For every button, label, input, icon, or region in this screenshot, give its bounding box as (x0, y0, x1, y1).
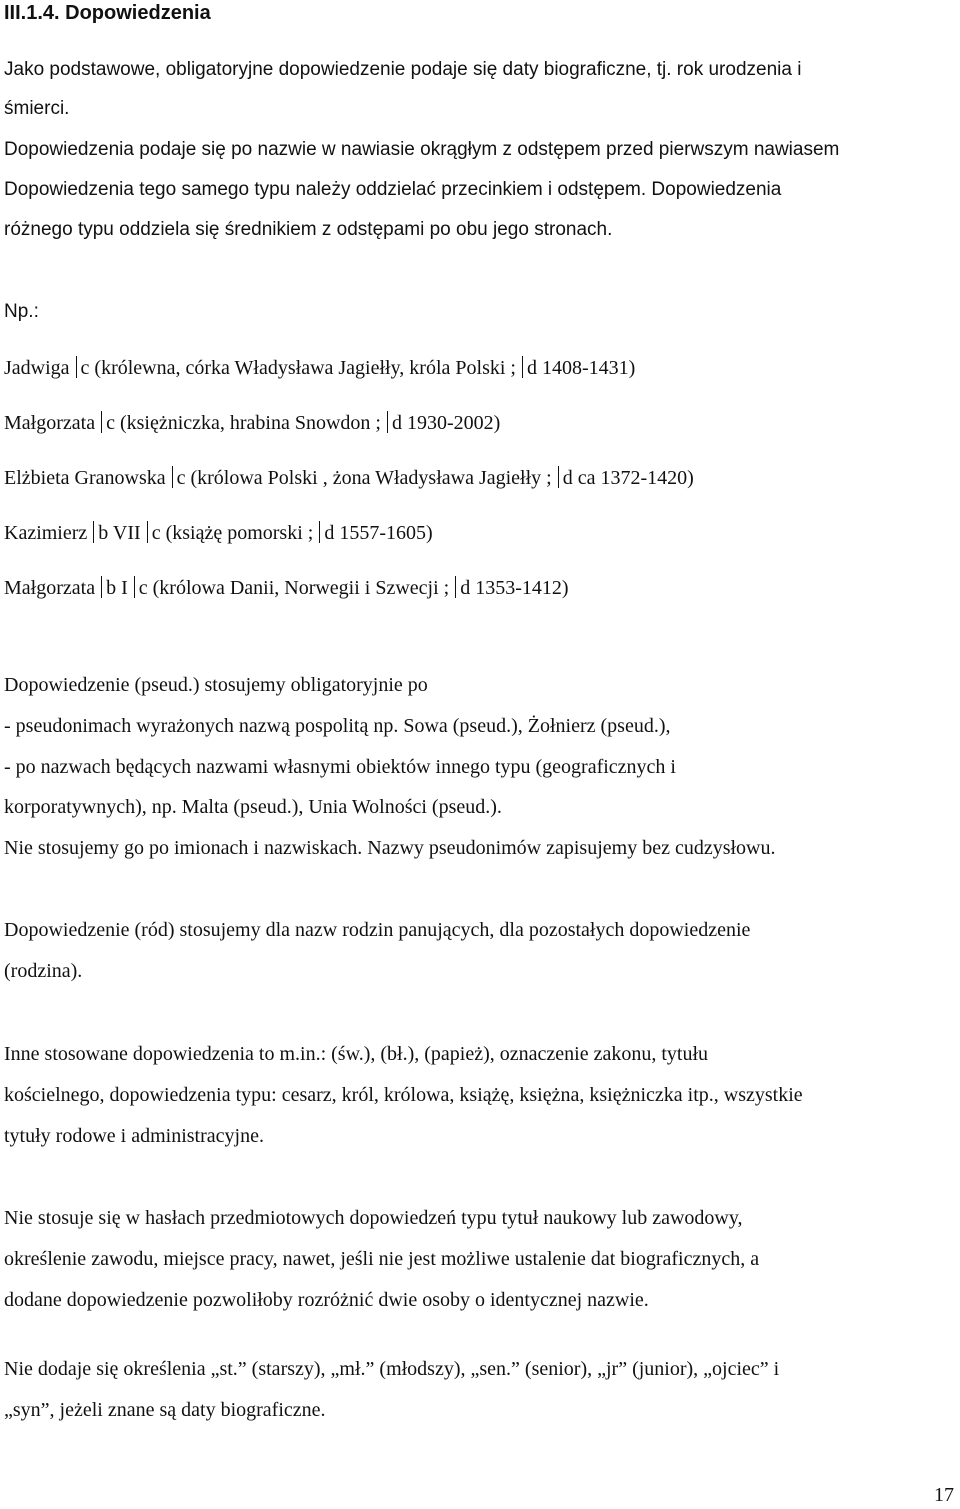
example-heading-1 (4, 356, 635, 380)
subfield-delimiter (522, 356, 523, 378)
nie-stosuje-line: dodane dopowiedzenie pozwoliłoby rozróżnić dwie osoby o identycznej nazwie. (4, 1289, 649, 1311)
nie-stosuje-line: określenie zawodu, miejsce pracy, nawet, jeśli nie jest możliwe ustalenie dat biograficznych, a (4, 1248, 760, 1270)
section-heading: III.1.4. Dopowiedzenia (4, 2, 211, 24)
example-label: Np.: (4, 301, 39, 322)
subfield-b: b I (106, 577, 128, 599)
example-heading-5 (4, 576, 569, 600)
example-heading-2 (4, 411, 500, 435)
intro-line: Dopowiedzenia podaje się po nazwie w nawiasie okrągłym z odstępem przed pierwszym nawiasem (4, 139, 840, 160)
subfield-delimiter (558, 466, 559, 488)
pseud-line: - pseudonimach wyrażonych nazwą pospolitą np. Sowa (pseud.), Żołnierz (pseud.), (4, 715, 671, 737)
intro-line: Dopowiedzenia tego samego typu należy oddzielać przecinkiem i odstępem. Dopowiedzenia (4, 179, 782, 200)
subfield-delimiter (134, 576, 135, 598)
rod-line: (rodzina). (4, 960, 83, 982)
subfield-a: Małgorzata (4, 412, 96, 434)
subfield-c: c (królowa Danii, Norwegii i Szwecji ; (138, 577, 450, 599)
subfield-a: Elżbieta Granowska (4, 467, 166, 489)
pseud-line: Nie stosujemy go po imionach i nazwiskach. Nazwy pseudonimów zapisujemy bez cudzysłowu. (4, 837, 776, 859)
subfield-delimiter (319, 521, 320, 543)
subfield-d: d 1930-2002) (392, 412, 501, 434)
inne-line: tytuły rodowe i administracyjne. (4, 1125, 264, 1147)
intro-line: śmierci. (4, 98, 70, 119)
subfield-d: d 1353-1412) (460, 577, 569, 599)
nie-stosuje-line: Nie stosuje się w hasłach przedmiotowych dopowiedzeń typu tytuł naukowy lub zawodowy, (4, 1207, 743, 1229)
rod-line: Dopowiedzenie (ród) stosujemy dla nazw rodzin panujących, dla pozostałych dopowiedzenie (4, 919, 751, 941)
subfield-a: Jadwiga (4, 357, 70, 379)
subfield-c: c (królowa Polski , żona Władysława Jagiełły ; (176, 467, 552, 489)
subfield-delimiter (455, 576, 456, 598)
subfield-b: b VII (98, 522, 141, 544)
subfield-d: d 1557-1605) (324, 522, 433, 544)
page-number: 17 (934, 1484, 954, 1506)
pseud-line: Dopowiedzenie (pseud.) stosujemy obligatoryjnie po (4, 674, 428, 696)
subfield-c: c (księżniczka, hrabina Snowdon ; (106, 412, 381, 434)
inne-line: Inne stosowane dopowiedzenia to m.in.: (św.), (bł.), (papież), oznaczenie zakonu, tytułu (4, 1043, 709, 1065)
subfield-delimiter (387, 411, 388, 433)
subfield-d: d ca 1372-1420) (562, 467, 694, 489)
subfield-c: c (książę pomorski ; (151, 522, 314, 544)
subfield-delimiter (101, 576, 102, 598)
subfield-delimiter (93, 521, 94, 543)
example-heading-3 (4, 466, 694, 490)
subfield-a: Małgorzata (4, 577, 96, 599)
example-heading-4 (4, 521, 433, 545)
subfield-a: Kazimierz (4, 522, 88, 544)
subfield-delimiter (147, 521, 148, 543)
intro-line: Jako podstawowe, obligatoryjne dopowiedzenie podaje się daty biograficzne, tj. rok urodzenia i (4, 59, 802, 80)
subfield-d: d 1408-1431) (526, 357, 636, 379)
subfield-delimiter (101, 411, 102, 433)
subfield-delimiter (172, 466, 173, 488)
subfield-delimiter (76, 356, 77, 378)
intro-line: różnego typu oddziela się średnikiem z odstępami po obu jego stronach. (4, 219, 613, 240)
pseud-line: - po nazwach będących nazwami własnymi obiektów innego typu (geograficznych i (4, 756, 676, 778)
subfield-c: c (królewna, córka Władysława Jagiełły, króla Polski ; (80, 357, 516, 379)
pseud-line: korporatywnych), np. Malta (pseud.), Unia Wolności (pseud.). (4, 796, 502, 818)
nie-dodaje-line: „syn”, jeżeli znane są daty biograficzne. (4, 1399, 326, 1421)
inne-line: kościelnego, dopowiedzenia typu: cesarz, król, królowa, książę, księżna, księżniczka itp., wszystkie (4, 1084, 803, 1106)
nie-dodaje-line: Nie dodaje się określenia „st.” (starszy), „mł.” (młodszy), „sen.” (senior), „jr” (junior), „ojciec” i (4, 1358, 780, 1380)
